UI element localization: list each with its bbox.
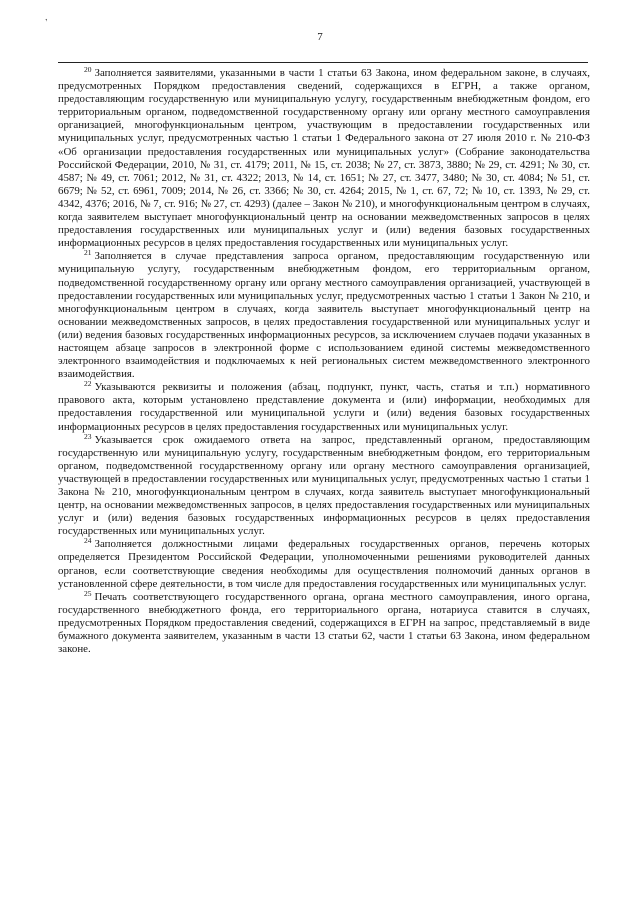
footnote-marker: 22: [84, 379, 92, 389]
footnote-marker: 23: [84, 431, 92, 441]
footnote-20: [58, 67, 590, 250]
page-number: 7: [317, 31, 323, 43]
corner-mark: ,: [41, 11, 49, 23]
footnote-marker: 24: [84, 536, 92, 546]
footnote-21: [58, 250, 590, 381]
footnote-22: [58, 381, 590, 433]
footnote-text: Указывается срок ожидаемого ответа на запрос, представленный органом, предоставляющим государственную или муниципальную услугу, государственным внебюджетным фондом, его территориальным органом, подведомственной государственному органу или органу местного самоуправления организацией, участвующей в предоставлении государственных или муниципальных услуг, предусмотренных частью 1 статьи 1 Закона № 210, многофункциональным центром в случаях, когда заявитель выступает многофункциональный центр, на основании межведомственных запросов, в целях предоставления государственных или муниципальных услуг и (или) ведения базовых государственных информационных ресурсов в целях предоставления государственных или муниципальных услуг.: [58, 433, 590, 538]
footnote-marker: 21: [84, 248, 92, 258]
footnote-text: Указываются реквизиты и положения (абзац, подпункт, пункт, часть, статья и т.п.) нормативного правового акта, которым установлено представление документа и (или) информации, необходимых для предоставления государственной или муниципальной услуги и (или) ведения базовых государственных информационных ресурсов в целях предоставления государственных или муниципальных услуг.: [58, 381, 590, 433]
footnote-separator: [58, 62, 588, 63]
footnote-25: [58, 588, 590, 656]
footnotes-section: [58, 67, 590, 656]
footnote-24: [58, 538, 590, 590]
footnote-23: [58, 431, 590, 539]
footnote-marker: 25: [84, 588, 92, 598]
footnote-marker: 20: [84, 65, 92, 74]
footnote-text: Заполняется заявителями, указанными в части 1 статьи 63 Закона, ином федеральном законе, в случаях, предусмотренных Порядком предоставления сведений, содержащихся в ЕГРН, а также органом, предоставляющим государственную или муниципальную услугу, государственным внебюджетным фондом, его территориальным органом, подведомственной государственному органу или органу местного самоуправления организацией, многофункциональным центром, участвующим в предоставлении государственных или муниципальных услуг, предусмотренных частью 1 статьи 1 Федерального закона от 27 июля 2010 г. № 210-ФЗ «Об организации предоставления государственных или муниципальных услуг» (Собрание законодательства Российской Федерации, 2010, № 31, ст. 4179; 2011, № 15, ст. 2038; № 27, ст. 3873, 3880; № 29, ст. 4291; № 30, ст. 4587; № 49, ст. 7061; 2012, № 31, ст. 4322; 2013, № 14, ст. 1651; № 27, ст. 3477, 3480; № 30, ст. 4084; № 51, ст. 6679; № 52, ст. 6961, 7009; 2014, № 26, ст. 3366; № 30, ст. 4264; 2015, № 1, ст. 67, 72; № 10, ст. 1393, № 29, ст. 4342, 4376; 2016, № 7, ст. 916; № 27, ст. 4293) (далее – Закон № 210), и многофункциональным центром в случаях, когда заявителем выступает многофункциональный центр на основании межведомственных запросов в целях предоставления государственных или муниципальных услуг и (или) ведения базовых государственных информационных ресурсов в целях предоставления государственных или муниципальных услуг.: [58, 67, 590, 250]
footnote-text: Заполняется в случае представления запроса органом, предоставляющим государственную или муниципальную услугу, государственным внебюджетным фондом, его территориальным органом, подведомственной государственному органу или органу местного самоуправления организацией, участвующей в предоставлении государственных или муниципальных услуг, предусмотренных частью 1 статьи 1 Закон № 210, и многофункциональным центром в случаях, когда заявитель выступает многофункциональный центр на основании межведомственных запросов, в целях предоставления государственной или муниципальных услуг и (или) ведения базовых государственных информационных ресурсов, за исключением случаев подачи указанных в настоящем абзаце запросов в электронной форме с использованием единой системы межведомственного электронного взаимодействия и подключаемых к ней региональных систем межведомственного электронного взаимодействия.: [58, 250, 590, 381]
footnote-text: Печать соответствующего государственного органа, органа местного самоуправления, иного органа, государственного внебюджетного фонда, его территориального органа, нотариуса ставится в случаях, предусмотренных Порядком предоставления сведений, содержащихся в ЕГРН на запрос, представляемый в виде бумажного документа заявителем, указанным в части 13 статьи 62, части 1 статьи 63 Закона, ином федеральном законе.: [58, 590, 590, 656]
footnote-text: Заполняется должностными лицами федеральных государственных органов, перечень которых определяется Президентом Российской Федерации, уполномоченными решениями руководителей данных органов, если соответствующие сведения необходимы для осуществления полномочий данных органов в установленной сфере деятельности, в том числе для предоставления государственных или муниципальных услуг.: [58, 538, 590, 590]
